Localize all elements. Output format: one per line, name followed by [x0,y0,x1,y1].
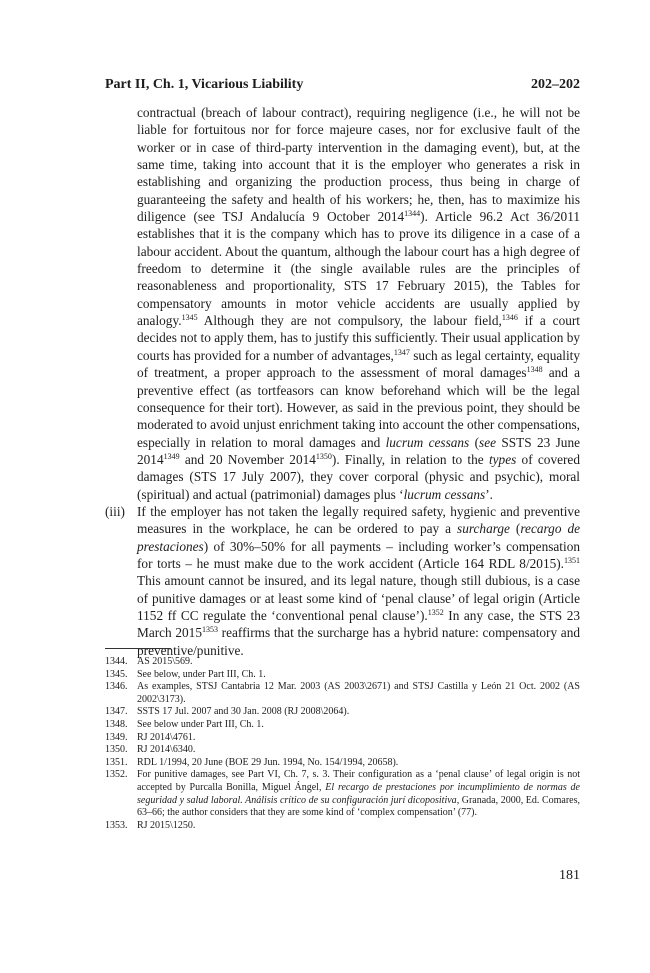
footnote-1349: 1349. RJ 2014\4761. [105,731,196,743]
footnote-ref-1347[interactable]: 1347 [393,347,410,357]
footnote-1346: 1346. As examples, STSJ Cantabria 12 Mar. 2003 (AS 2003\2671) and STSJ Castilla y León 21 Oct. 2002 (AS 2002\3173). [105,681,580,705]
footnote-1351: 1351. RDL 1/1994, 20 June (BOE 29 Jun. 1994, No. 154/1994, 20658). [105,756,399,768]
footnote-ref-1351[interactable]: 1351 [564,556,580,566]
footnote-ref-1349[interactable]: 1349 [163,451,180,461]
footnote-ref-1352[interactable]: 1352 [427,608,444,618]
footnote-ref-1350[interactable]: 1350 [315,451,332,461]
footnote-1344: 1344. AS 2015\569. [105,656,193,667]
header-chapter-title: Part II, Ch. 1, Vicarious Liability [105,77,304,92]
footnote-1345: 1345. See below, under Part III, Ch. 1. [105,668,266,680]
list-item-text: If the employer has not taken the legally required safety, hygienic and preventive measures in the workplace, he can be ordered to pay a surcharge (recargo de prestaciones) of 30%–50% for all payments – including worker’s compensation for torts – he must make due to the work accident (Article 164 RDL 8/2015).$^{1351}$ This amount cannot be insured, and its legal nature, though still dubious, is a case of punitive damages or at least some kind of ‘penal clause’ of legal origin (Article 1152 ff CC regulate the ‘conventional penal clause’).$^{1352}$ In any case, the STS 23 March $2015^{1353}$ reaffirms that the surcharge has a hybrid nature: compensatory and preventive/punitive. [137,504,580,658]
footnote-ref-1346[interactable]: 1346 [501,313,518,323]
header-margin-number: 202–202 [531,77,580,92]
footnote-1353: 1353. RJ 2015\1250. [105,819,196,831]
footnotes [105,656,580,832]
footnote-1352: 1352. For punitive damages, see Part VI, Ch. 7, s. 3. Their configuration as a ‘penal clause’ of legal origin is not accepted by Purcalla Bonilla, Miguel Ángel, El recargo de prestaciones por incumplimiento de normas de seguridad y salud laboral. Análisis crítico de su configuración jurí dicopositiva, Granada, 2000, Ed. Comares, 63–66; the author considers that they are some kind of ‘complex compensation’ (77). [105,769,581,819]
footnote-1347: 1347. SSTS 17 Jul. 2007 and 30 Jan. 2008 (RJ 2008\2064). [105,706,350,718]
list-item-iii [105,503,580,659]
footnote-ref-1353[interactable]: 1353 [201,625,218,635]
footnote-ref-1344[interactable]: 1344 [404,209,421,219]
footnote-1348: 1348. See below under Part III, Ch. 1. [105,718,264,730]
page-number: 181 [559,868,580,883]
footnote-1350: 1350. RJ 2014\6340. [105,744,196,756]
footnote-ref-1345[interactable]: 1345 [181,313,198,323]
main-paragraph: contractual (breach of labour contract), requiring negligence (i.e., he will not be liable for fortuitous nor for force majeure cases, nor for exclusive fault of the worker or in case of third-party intervention in the damaging event), but, at the same time, taking into account that it is the employer who generates a risk in establishing and organizing the production process, thus being in charge of guaranteeing the safety and health of his workers; he, then, has to maximize his diligence (see TSJ Andalucía 9 October $2014^{1344}$). Article 96.2 Act 36/2011 establishes that it is the company which has to prove its diligence in a case of a labour accident. About the quantum, although the labour court has a high degree of freedom to determine it (the single available rules are the principles of reasonableness and proportionality, STS 17 February 2015), the Tables for compensatory amounts in motor vehicle accidents are usually applied by analogy.$^{1345}$ Although they are not compulsory, the labour field,$^{1346}$ if a court decides not to apply them, has to justify this sufficiently. Their usual application by courts has provided for a number of advantages,$^{1347}$ such as legal certainty, equality of treatment, a proper approach to the assessment of moral damages$^{1348}$ and a preventive effect (as tortfeasors can know beforehand which will be the legal consequence for their tort). However, as said in the previous point, they should be moderated to avoid unjust enrichment taking into account the other compensations, especially in relation to moral damages and lucrum cessans (see SSTS 23 June $2014^{1349}$ and 20 November $2014^{1350}$). Finally, in relation to the types of covered damages (STS 17 July 2007), they cover corporal (physic and psychic), moral (spiritual) and actual (patrimonial) damages plus ‘lucrum cessans’. [137,105,581,502]
footnote-ref-1348[interactable]: 1348 [526,365,543,375]
footnote-separator [105,648,171,649]
running-header [105,74,580,96]
list-item-marker: (iii) [105,504,125,519]
